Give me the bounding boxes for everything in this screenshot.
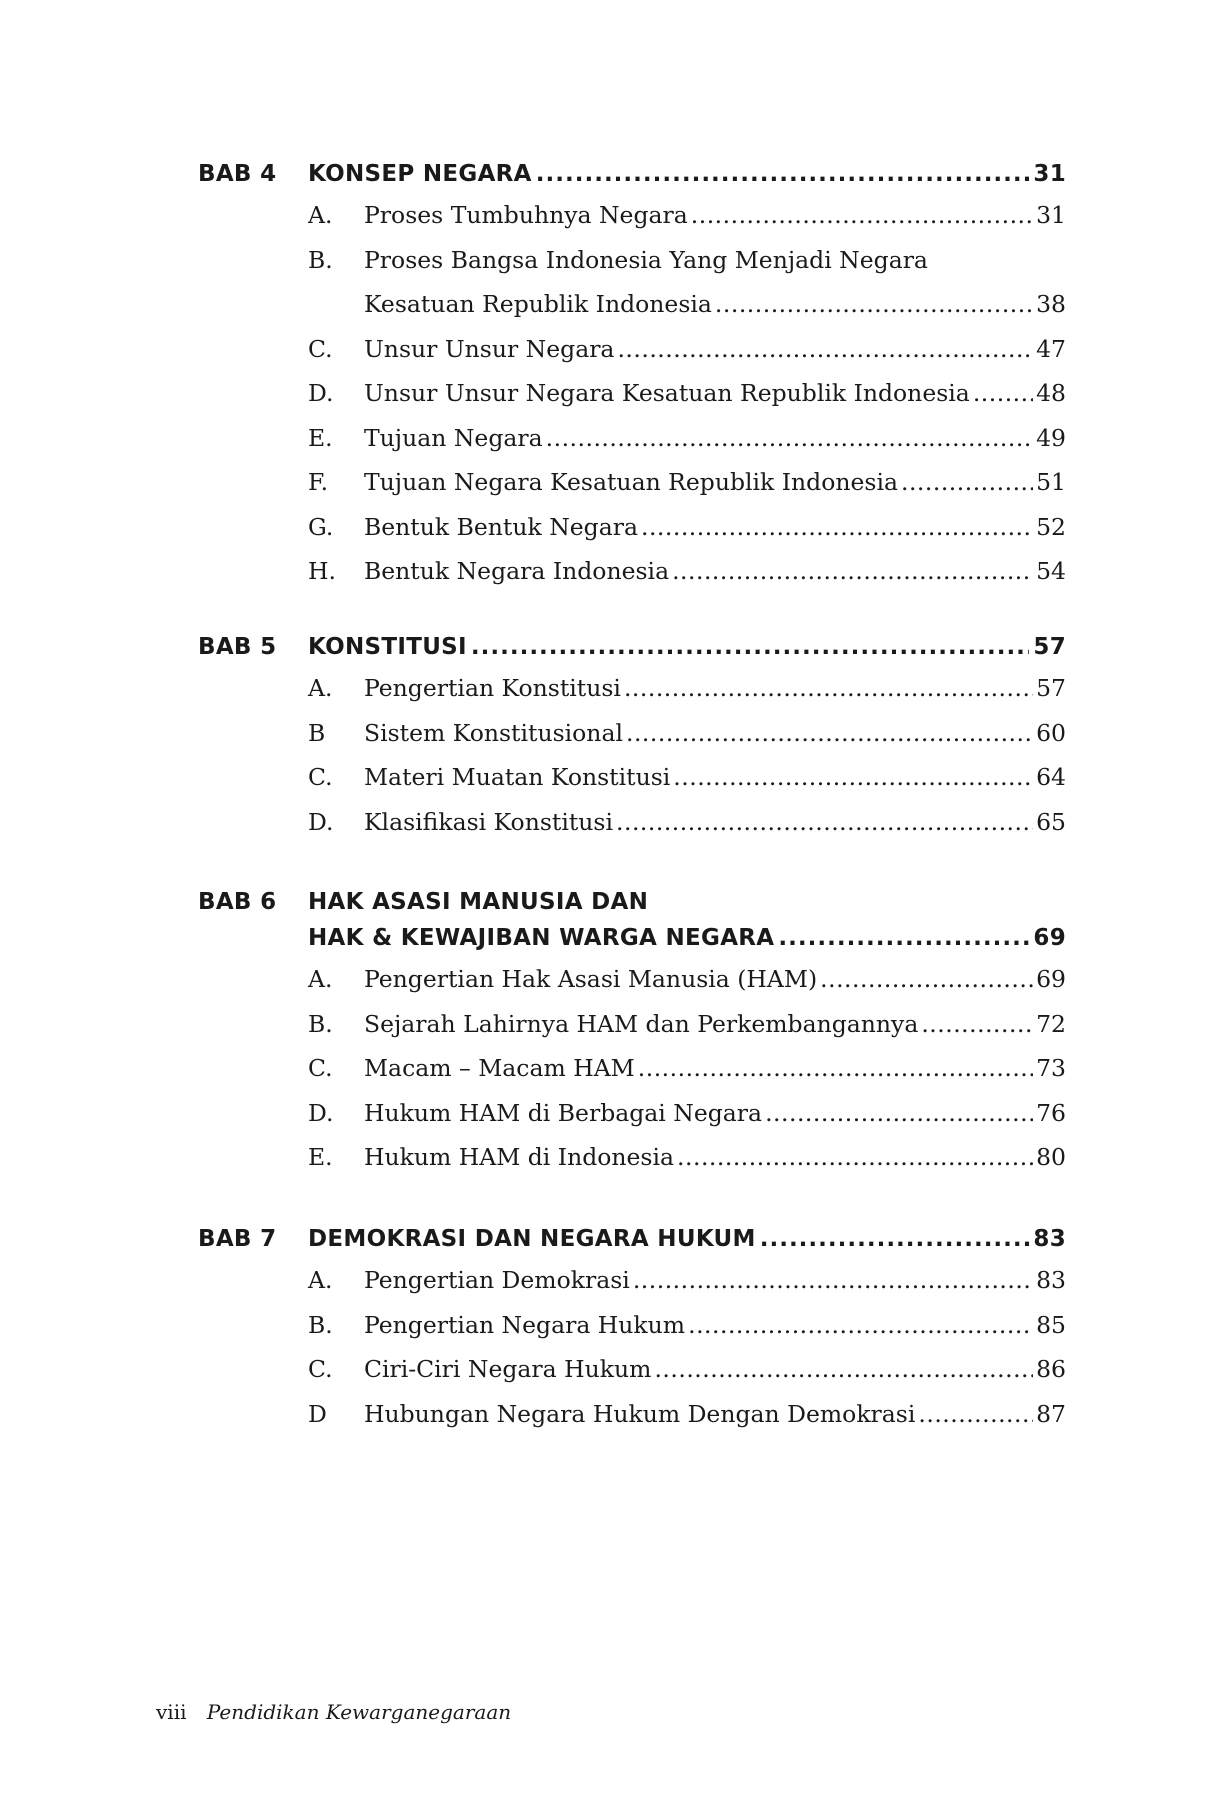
entry-letter: A. bbox=[308, 965, 333, 993]
entry-title: Ciri-Ciri Negara Hukum bbox=[364, 1355, 652, 1383]
entry-title: Materi Muatan Konstitusi bbox=[364, 763, 671, 791]
toc-entry bbox=[198, 460, 1066, 505]
entry-letter: D. bbox=[308, 1098, 334, 1127]
entry-page-number: 48 bbox=[1036, 379, 1066, 407]
entry-letter: A. bbox=[308, 1266, 333, 1294]
entry-page-number: 65 bbox=[1036, 807, 1066, 836]
entry-title: Proses Tumbuhnya Negara bbox=[364, 201, 688, 229]
entry-title: Macam – Macam HAM bbox=[364, 1054, 635, 1082]
dot-leader bbox=[641, 505, 1033, 550]
entry-page-number: 73 bbox=[1036, 1054, 1066, 1082]
dot-leader bbox=[638, 1046, 1033, 1091]
entry-page-number: 72 bbox=[1036, 1009, 1066, 1038]
toc-entry bbox=[198, 371, 1066, 416]
entry-page-number: 64 bbox=[1036, 763, 1066, 791]
entry-page-number: 57 bbox=[1036, 674, 1066, 702]
dot-leader bbox=[546, 416, 1033, 461]
entry-letter: A. bbox=[308, 674, 333, 702]
toc-entry bbox=[198, 1392, 1066, 1437]
entry-title: Bentuk Bentuk Negara bbox=[364, 512, 638, 541]
entry-letter: G. bbox=[308, 512, 334, 541]
chapter-heading bbox=[198, 883, 1066, 919]
toc-entry bbox=[198, 193, 1066, 238]
toc-entry bbox=[198, 1135, 1066, 1180]
dot-leader bbox=[778, 919, 1029, 957]
entry-letter: H. bbox=[308, 557, 336, 585]
dot-leader bbox=[973, 371, 1033, 416]
dot-leader bbox=[691, 193, 1033, 238]
dot-leader bbox=[617, 327, 1033, 372]
page-footer bbox=[156, 1700, 511, 1724]
chapter-title: HAK & KEWAJIBAN WARGA NEGARA bbox=[308, 925, 775, 951]
dot-leader bbox=[688, 1303, 1033, 1348]
entry-title: Bentuk Negara Indonesia bbox=[364, 557, 670, 585]
entry-letter: D bbox=[308, 1399, 327, 1428]
dot-leader bbox=[677, 1135, 1033, 1180]
chapter-label: BAB 6 bbox=[198, 889, 277, 915]
entry-page-number: 51 bbox=[1036, 468, 1066, 496]
toc-entry-continuation bbox=[198, 282, 1066, 327]
entry-letter: A. bbox=[308, 201, 333, 229]
chapter-bab-7 bbox=[198, 1220, 1066, 1436]
toc-entry bbox=[198, 327, 1066, 372]
entry-letter: C. bbox=[308, 763, 333, 791]
dot-leader bbox=[536, 155, 1030, 193]
toc-entry bbox=[198, 238, 1066, 283]
folio-number: viii bbox=[156, 1700, 187, 1724]
chapter-heading bbox=[198, 155, 1066, 193]
toc-entry bbox=[198, 1002, 1066, 1047]
chapter-bab-5 bbox=[198, 628, 1066, 844]
toc-entry bbox=[198, 1258, 1066, 1303]
entry-title: Kesatuan Republik Indonesia bbox=[364, 290, 712, 318]
entry-title: Sistem Konstitusional bbox=[364, 718, 623, 747]
chapter-title: DEMOKRASI DAN NEGARA HUKUM bbox=[308, 1226, 756, 1252]
entry-title: Klasifikasi Konstitusi bbox=[364, 807, 614, 836]
entry-letter: D. bbox=[308, 807, 334, 836]
entry-page-number: 49 bbox=[1036, 423, 1066, 452]
entry-page-number: 47 bbox=[1036, 334, 1066, 363]
chapter-page-number: 57 bbox=[1033, 634, 1066, 660]
toc-entry bbox=[198, 1046, 1066, 1091]
entry-title: Pengertian Konstitusi bbox=[364, 674, 621, 702]
toc-entry bbox=[198, 549, 1066, 594]
entry-page-number: 87 bbox=[1036, 1399, 1066, 1428]
dot-leader bbox=[616, 800, 1033, 845]
entry-title: Pengertian Demokrasi bbox=[364, 1266, 630, 1294]
chapter-bab-6 bbox=[198, 883, 1066, 1180]
dot-leader bbox=[654, 1347, 1033, 1392]
entry-letter: B. bbox=[308, 1009, 333, 1038]
dot-leader bbox=[626, 711, 1033, 756]
entry-letter: D. bbox=[308, 379, 334, 407]
entry-letter: B. bbox=[308, 245, 333, 274]
entry-page-number: 83 bbox=[1036, 1266, 1066, 1294]
chapter-bab-4 bbox=[198, 155, 1066, 594]
entry-page-number: 69 bbox=[1036, 965, 1066, 993]
chapter-page-number: 69 bbox=[1033, 925, 1066, 951]
entry-letter: F. bbox=[308, 468, 329, 496]
chapter-label: BAB 7 bbox=[198, 1226, 277, 1252]
entry-letter: E. bbox=[308, 423, 333, 452]
entry-letter: C. bbox=[308, 1054, 333, 1082]
entry-title: Sejarah Lahirnya HAM dan Perkembangannya bbox=[364, 1009, 919, 1038]
chapter-title-line1: HAK ASASI MANUSIA DAN bbox=[308, 889, 649, 915]
dot-leader bbox=[765, 1091, 1033, 1136]
dot-leader bbox=[901, 460, 1033, 505]
entry-page-number: 52 bbox=[1036, 512, 1066, 541]
chapter-page-number: 31 bbox=[1033, 161, 1066, 187]
entry-letter: C. bbox=[308, 334, 333, 363]
running-title: Pendidikan Kewarganegaraan bbox=[206, 1700, 512, 1724]
dot-leader bbox=[633, 1258, 1033, 1303]
dot-leader bbox=[760, 1220, 1030, 1258]
entry-page-number: 38 bbox=[1036, 290, 1066, 318]
chapter-title: KONSTITUSI bbox=[308, 634, 467, 660]
toc-entry bbox=[198, 711, 1066, 756]
toc-entry bbox=[198, 957, 1066, 1002]
entry-page-number: 54 bbox=[1036, 557, 1066, 585]
entry-title-line1: Proses Bangsa Indonesia Yang Menjadi Negara bbox=[364, 245, 928, 274]
entry-letter: C. bbox=[308, 1355, 333, 1383]
entry-page-number: 31 bbox=[1036, 201, 1066, 229]
dot-leader bbox=[715, 282, 1033, 327]
entry-title: Tujuan Negara Kesatuan Republik Indonesia bbox=[364, 468, 898, 496]
chapter-label: BAB 5 bbox=[198, 634, 277, 660]
entry-title: Pengertian Negara Hukum bbox=[364, 1310, 686, 1339]
chapter-title: KONSEP NEGARA bbox=[308, 161, 532, 187]
toc-entry bbox=[198, 755, 1066, 800]
entry-title: Unsur Unsur Negara bbox=[364, 334, 615, 363]
entry-title: Hubungan Negara Hukum Dengan Demokrasi bbox=[364, 1399, 916, 1428]
dot-leader bbox=[918, 1392, 1033, 1437]
chapter-heading bbox=[198, 628, 1066, 666]
entry-title: Hukum HAM di Berbagai Negara bbox=[364, 1098, 763, 1127]
entry-page-number: 80 bbox=[1036, 1143, 1066, 1171]
dot-leader bbox=[921, 1002, 1033, 1047]
toc-entry bbox=[198, 416, 1066, 461]
entry-title: Unsur Unsur Negara Kesatuan Republik Indonesia bbox=[364, 379, 970, 407]
entry-title: Hukum HAM di Indonesia bbox=[364, 1143, 675, 1171]
chapter-heading bbox=[198, 1220, 1066, 1258]
toc-entry bbox=[198, 505, 1066, 550]
toc-entry bbox=[198, 800, 1066, 845]
entry-page-number: 85 bbox=[1036, 1310, 1066, 1339]
dot-leader bbox=[672, 549, 1033, 594]
chapter-page-number: 83 bbox=[1033, 1226, 1066, 1252]
toc-entry bbox=[198, 1347, 1066, 1392]
dot-leader bbox=[820, 957, 1033, 1002]
dot-leader bbox=[471, 628, 1030, 666]
entry-letter: E. bbox=[308, 1143, 333, 1171]
entry-title: Tujuan Negara bbox=[364, 423, 543, 452]
entry-page-number: 86 bbox=[1036, 1355, 1066, 1383]
dot-leader bbox=[624, 666, 1033, 711]
entry-page-number: 60 bbox=[1036, 718, 1066, 747]
toc-entry bbox=[198, 1091, 1066, 1136]
chapter-heading-continuation bbox=[198, 919, 1066, 957]
toc-entry bbox=[198, 666, 1066, 711]
dot-leader bbox=[673, 755, 1033, 800]
entry-page-number: 76 bbox=[1036, 1098, 1066, 1127]
chapter-label: BAB 4 bbox=[198, 161, 277, 187]
entry-title: Pengertian Hak Asasi Manusia (HAM) bbox=[364, 965, 818, 993]
entry-letter: B bbox=[308, 718, 326, 747]
entry-letter: B. bbox=[308, 1310, 333, 1339]
toc-entry bbox=[198, 1303, 1066, 1348]
